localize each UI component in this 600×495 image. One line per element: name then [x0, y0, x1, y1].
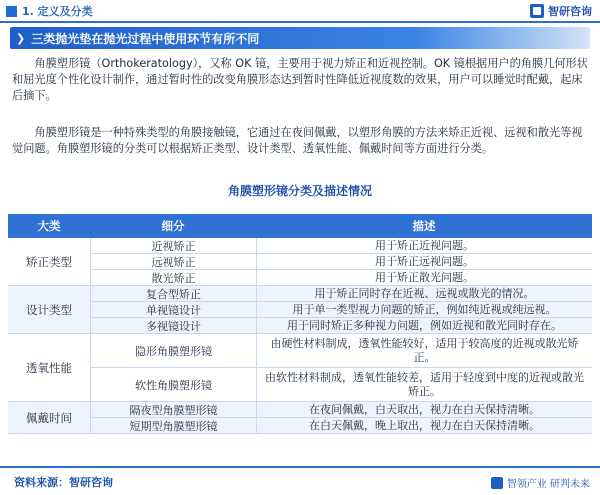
description-cell: 用于矫正散光问题。: [256, 270, 592, 285]
chevron-right-icon: ❯: [16, 31, 26, 45]
group-correction-type: [8, 238, 592, 286]
paragraph-1: 角膜塑形镜（Orthokeratology），又称 OK 镜，主要用于视力矫正和近视控制。OK 镜根据用户的角膜几何形状和屈光度个性化设计制作，通过暂时性的改变角膜形态达到暂时性降低近视度数的效果，用户可以睡觉时配戴，起床后摘下。: [12, 57, 588, 102]
group-design-type: [8, 286, 592, 334]
logo-icon: [491, 477, 503, 489]
table-row: [90, 418, 592, 434]
subcategory-cell: 软性角膜塑形镜: [90, 368, 256, 401]
table-row: [90, 286, 592, 302]
table-title: 角膜塑形镜分类及描述情况: [227, 184, 372, 198]
section-marker-icon: [6, 6, 17, 17]
table-header: [8, 214, 592, 238]
subcategory-cell: 单视镜设计: [90, 302, 256, 317]
banner-title: 三类抛光垫在抛光过程中使用环节有所不同: [31, 31, 260, 46]
footer: [0, 466, 600, 495]
table-row: [90, 318, 592, 334]
subcategory-cell: 隔夜型角膜塑形镜: [90, 402, 256, 417]
classification-table: [8, 214, 592, 434]
table-row: [90, 302, 592, 318]
section-title: 1. 定义及分类: [22, 5, 93, 18]
description-cell: 在白天佩戴，晚上取出，视力在白天保持清晰。: [256, 418, 592, 433]
category-cell: 透氧性能: [8, 334, 90, 402]
top-bar: [0, 0, 600, 22]
source-label: 资料来源：智研咨询: [14, 475, 113, 489]
logo-icon: [530, 4, 544, 18]
subcategory-cell: 隐形角膜塑形镜: [90, 334, 256, 367]
brand-logo: [530, 3, 592, 19]
header-subcategory: 细分: [161, 219, 185, 233]
description-cell: 用于同时矫正多种视力问题，例如近视和散光同时存在。: [256, 318, 592, 333]
table-row: [90, 270, 592, 286]
description-cell: 由硬性材料制成，透氧性能较好，适用于较高度的近视或散光矫正。: [256, 334, 592, 367]
subcategory-cell: 近视矫正: [90, 238, 256, 253]
category-cell: 设计类型: [8, 286, 90, 334]
group-wearing-time: [8, 402, 592, 434]
description-cell: 用于矫正远视问题。: [256, 254, 592, 269]
subcategory-cell: 短期型角膜塑形镜: [90, 418, 256, 433]
slogan-text: 智领产业 研判未来: [506, 479, 590, 490]
logo-text: 智研咨询: [548, 5, 592, 18]
description-cell: 用于矫正近视问题。: [256, 238, 592, 253]
footer-slogan: [491, 475, 590, 490]
paragraph-2: 角膜塑形镜是一种特殊类型的角膜接触镜，它通过在夜间佩戴，以塑形角膜的方法来矫正近视、远视和散光等视觉问题。角膜塑形镜的分类可以根据矫正类型、设计类型、透氧性能、佩戴时间等方面进行分类。: [12, 126, 583, 155]
subcategory-cell: 远视矫正: [90, 254, 256, 269]
category-cell: 佩戴时间: [8, 402, 90, 434]
table-row: [90, 334, 592, 368]
header-divider: [0, 21, 600, 23]
table-row: [90, 238, 592, 254]
description-cell: 用于矫正同时存在近视、远视或散光的情况。: [256, 286, 592, 301]
description-cell: 由软性材料制成，透氧性能较差，适用于轻度到中度的近视或散光矫正。: [256, 368, 592, 401]
description-cell: 用于单一类型视力问题的矫正，例如纯近视或纯远视。: [256, 302, 592, 317]
category-cell: 矫正类型: [8, 238, 90, 286]
subcategory-cell: 多视镜设计: [90, 318, 256, 333]
table-row: [90, 402, 592, 418]
header-category: 大类: [37, 219, 61, 233]
title-banner: [10, 27, 590, 49]
subcategory-cell: 散光矫正: [90, 270, 256, 285]
table-row: [90, 368, 592, 402]
subcategory-cell: 复合型矫正: [90, 286, 256, 301]
group-oxygen-permeability: [8, 334, 592, 402]
header-description: 描述: [412, 219, 436, 233]
table-row: [90, 254, 592, 270]
description-cell: 在夜间佩戴，白天取出，视力在白天保持清晰。: [256, 402, 592, 417]
